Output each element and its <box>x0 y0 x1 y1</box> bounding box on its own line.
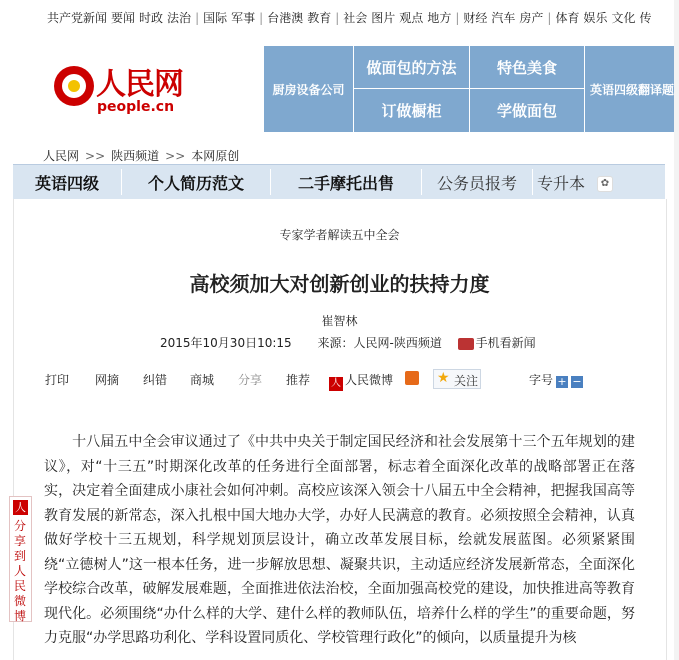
font-decrease-button[interactable]: − <box>572 375 582 388</box>
ad-kitchen-equipment[interactable]: 厨房设备公司 <box>264 46 353 132</box>
nav-link[interactable]: 房产 <box>519 11 544 25</box>
weibo-share-button[interactable]: 人 人民微博 <box>331 373 394 389</box>
weibo-share-sidebar[interactable] <box>9 496 32 622</box>
star-icon: ★ <box>437 370 450 386</box>
nav-link[interactable]: 汽车 <box>491 11 516 25</box>
ad-link-motorbike[interactable]: 二手摩托出售 <box>297 173 394 193</box>
breadcrumb <box>43 147 239 164</box>
nav-link[interactable]: 传 <box>639 11 652 25</box>
ad-learn-bread[interactable]: 学做面包 <box>470 89 584 132</box>
breadcrumb-separator: >> <box>165 149 186 163</box>
keyword-ad-bar <box>13 164 665 199</box>
ad-block <box>264 46 679 132</box>
bookmark-button[interactable]: 网摘 <box>95 373 120 387</box>
logo-emblem-icon <box>52 64 96 108</box>
ad-link-cet4[interactable]: 英语四级 <box>34 173 99 193</box>
ad-english-translation[interactable]: 英语四级翻译题 <box>585 46 679 132</box>
nav-separator: | <box>547 11 552 25</box>
rss-icon[interactable] <box>405 371 419 385</box>
ad-custom-cabinet[interactable]: 订做橱柜 <box>354 89 469 132</box>
mobile-icon <box>458 338 474 350</box>
article-paragraph: 十八届五中全会审议通过了《中共中央关于制定国民经济和社会发展第十三个五年规划的建议》，对“十三五”时期深化改革的任务进行全面部署，标志着全面深化改革的战略部署正在落实，决定着全面建成小康社会如何冲刺。高校应该深入领会十八届五中全会精神，把握我国高等教育发展的新常态，深入扎根中国大地办大学，办好人民满意的教育。必须按照全会精神，认真做好学校十三五规划，科学规划顶层设计，确立改革发展目标，绘就发展蓝图。必须紧紧围绕“立德树人”这一根本任务，进一步解放思想、凝聚共识，主动适应经济发展新常态，全面深化学校综合改革，破解发展难题，全面推进依法治校，全面加强高校党的建设，加快推进高等教育现代化。必须围绕“办什么样的大学、建什么样的教师队伍，培养什么样的学生”的重要命题，努力克服“办学思路功利化、学科设置同质化、学校管理行政化”的倾向，以质量提升为核 <box>44 434 635 646</box>
article-title: 高校须加大对创新创业的扶持力度 <box>189 272 490 296</box>
weibo-icon: 人 <box>331 378 341 389</box>
article-body <box>44 430 635 651</box>
nav-separator: | <box>455 11 460 25</box>
breadcrumb-home[interactable]: 人民网 <box>43 149 80 163</box>
breadcrumb-shaanxi[interactable]: 陕西频道 <box>111 149 160 163</box>
nav-link[interactable]: 要闻 <box>111 11 136 25</box>
mobile-news-link[interactable]: 手机看新闻 <box>475 336 536 350</box>
nav-separator: | <box>259 11 264 25</box>
nav-link[interactable]: 文化 <box>611 11 636 25</box>
font-size-control: 字号 + − <box>529 373 582 388</box>
article-date: 2015年10月30日10:15 <box>160 336 292 350</box>
nav-link[interactable]: 图片 <box>371 11 396 25</box>
nav-link[interactable]: 财经 <box>463 11 488 25</box>
article-author: 崔智林 <box>321 314 358 328</box>
logo-text: 人民网 <box>96 67 183 102</box>
ad-special-food[interactable]: 特色美食 <box>470 46 584 88</box>
breadcrumb-original[interactable]: 本网原创 <box>191 149 240 163</box>
ad-bread-method[interactable]: 做面包的方法 <box>354 46 469 88</box>
article-source[interactable]: 来源：人民网-陕西频道 <box>317 336 442 350</box>
print-button[interactable]: 打印 <box>45 373 70 387</box>
paw-icon[interactable]: ✿ <box>597 176 613 192</box>
share-sidebar-label: 分享到人民微博 <box>14 519 27 623</box>
nav-link[interactable]: 军事 <box>231 11 256 25</box>
nav-link[interactable]: 社会 <box>343 11 368 25</box>
site-logo[interactable] <box>52 59 212 119</box>
nav-link[interactable]: 地方 <box>427 11 452 25</box>
mall-link[interactable]: 商城 <box>190 373 215 387</box>
nav-link[interactable]: 时政 <box>139 11 164 25</box>
font-increase-button[interactable]: + <box>557 375 567 388</box>
article-meta <box>160 334 536 351</box>
nav-link[interactable]: 观点 <box>399 11 424 25</box>
breadcrumb-separator: >> <box>85 149 106 163</box>
nav-link[interactable]: 共产党新闻 <box>47 11 108 25</box>
follow-button[interactable]: ★ 关注 <box>433 369 481 389</box>
nav-link[interactable]: 法治 <box>167 11 192 25</box>
share-label: 分享 <box>238 373 263 387</box>
ad-link-civil-service[interactable]: 公务员报考 <box>436 173 517 193</box>
people-weibo-icon: 人 <box>15 501 26 514</box>
nav-separator: | <box>335 11 340 25</box>
nav-link[interactable]: 体育 <box>555 11 580 25</box>
site-header <box>0 46 679 132</box>
nav-separator: | <box>195 11 200 25</box>
report-error-button[interactable]: 纠错 <box>143 373 168 387</box>
top-navigation <box>0 0 679 30</box>
scrollbar[interactable] <box>674 0 679 660</box>
nav-link[interactable]: 教育 <box>307 11 332 25</box>
logo-domain: people.cn <box>97 99 175 115</box>
ad-link-resume[interactable]: 个人简历范文 <box>147 173 244 193</box>
nav-link[interactable]: 国际 <box>203 11 228 25</box>
ad-link-upgrade[interactable]: 专升本 <box>537 173 586 193</box>
nav-link[interactable]: 台港澳 <box>267 11 304 25</box>
article-supertitle: 专家学者解读五中全会 <box>279 228 400 242</box>
recommend-button[interactable]: 推荐 <box>286 373 311 387</box>
nav-link[interactable]: 娱乐 <box>583 11 608 25</box>
